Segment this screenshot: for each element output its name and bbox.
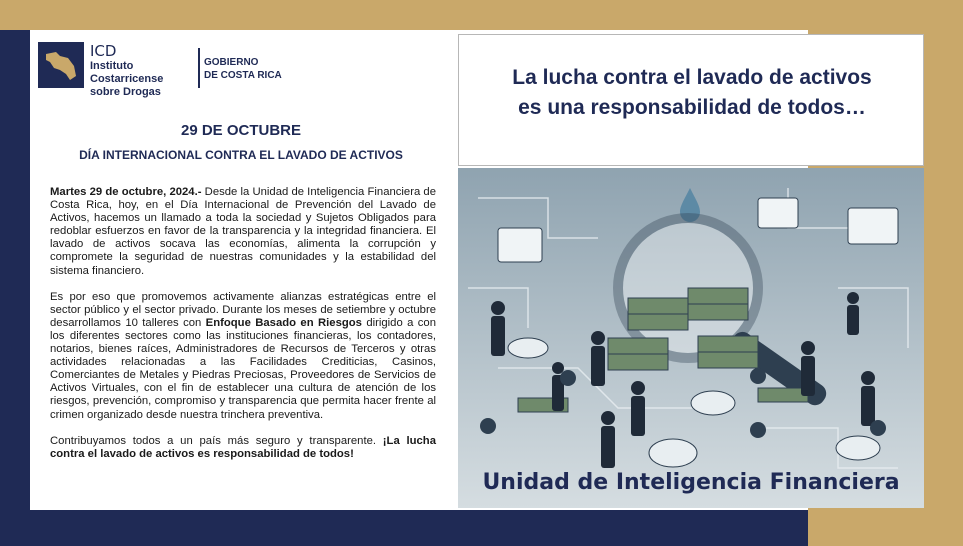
icd-acronym: ICD — [90, 42, 117, 60]
body-text — [50, 186, 436, 474]
costa-rica-map-logo-icon — [38, 42, 84, 88]
icd-full-name: Instituto Costarricense sobre Drogas — [90, 60, 164, 98]
date-title: 29 DE OCTUBRE — [180, 122, 302, 139]
logo-divider — [198, 48, 200, 88]
paragraph-1: Martes 29 de octubre, 2024.- Desde la Unidad de Inteligencia Financiera de Costa Rica, hoy, en el Día Internacional de Prevención del Lavado de Activos, hacemos un llamado a toda la sociedad y Sujetos Obligados para redoblar esfuerzos en favor de la transparencia y la integridad financiera. El lavado de activos socava las economías, alimenta la corrupción y compromete la seguridad de nuestras comunidades y la estabilidad del sistema financiero. — [50, 186, 436, 277]
government-label: GOBIERNO DE COSTA RICA — [204, 57, 282, 81]
magnifying-glass-illustration — [458, 168, 924, 508]
poster-title-card — [458, 34, 924, 166]
bottom-navy-band — [0, 510, 808, 546]
paragraph-3: Contribuyamos todos a un país más seguro y transparente. ¡La lucha contra el lavado de activos es responsabilidad de todos! — [50, 434, 436, 460]
poster-title: La lucha contra el lavado de activos es una responsabilidad de todos… — [512, 66, 872, 119]
poster-footer: Unidad de Inteligencia Financiera — [482, 470, 900, 495]
press-release — [30, 36, 452, 510]
left-navy-band — [0, 30, 30, 510]
day-title: DÍA INTERNACIONAL CONTRA EL LAVADO DE ACTIVOS — [79, 148, 403, 162]
paragraph-2: Es por eso que promovemos activamente alianzas estratégicas entre el sector público y el sector privado. Durante los meses de setiembre y octubre desarrollamos 10 talleres con Enfoque Basado en Riesgos dirigido a con los diferentes sectores como las instituciones financieras, los contadores, notarios, bienes raíces, Administradores de Recursos de Terceros y otras actividades relacionadas a las Facilidades Crediticias, Casinos, Comerciantes de Metales y Piedras Preciosas, Proveedores de Servicios de Activos Virtuales, con el fin de establecer una cultura de atención de los riesgos, prevención, compromiso y transparencia que permita hacer frente al crimen organizado desde nuestra trinchera preventiva. — [50, 290, 436, 421]
